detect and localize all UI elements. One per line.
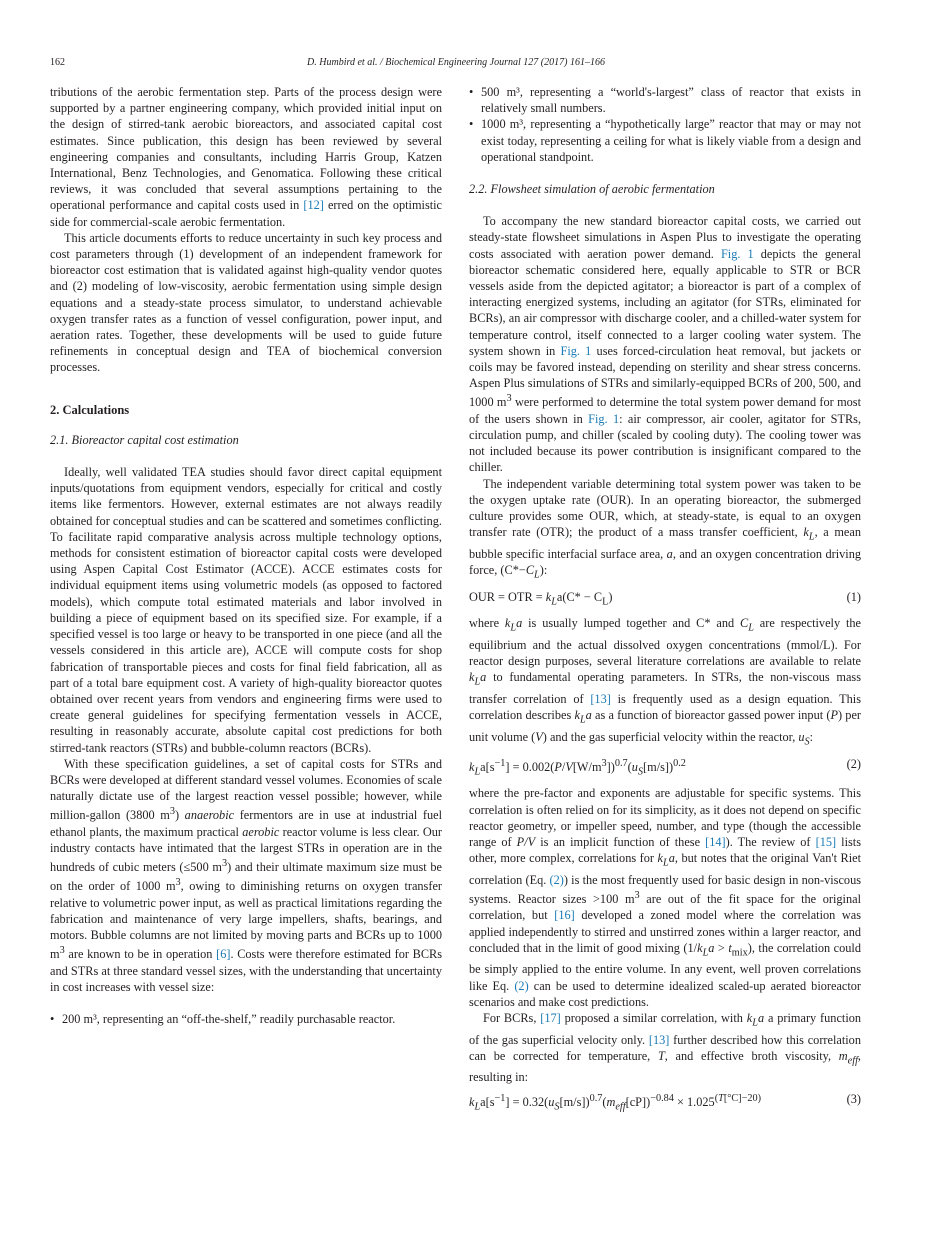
- citation-link[interactable]: [14]: [705, 834, 726, 849]
- equation-number: (1): [846, 589, 861, 604]
- paragraph: This article documents efforts to reduce uncertainty in such key process and cost parameters through (1) development of an independent framework for bioreactor cost estimation that is validated against high-quality vendor quotes and (2) modeling of low-viscosity, aerobic fermentation using simple design equations and a steady-state process simulator, to understand achievable oxygen transfer rates as a function of vessel configuration, power input, and aeration rates. Together, these developments will be used to guide future refinements in conceptual design and TEA of biochemical conversion processes.: [50, 230, 442, 375]
- citation-link[interactable]: [13]: [590, 692, 611, 707]
- equation-3: $k_La[s^{-1}] = 0.32(u_S[m/s])^{0.7}(m_{eff}[cP])^{-0.84} \times 1.025^{(T[^\circ C]-20)}$ (3): [469, 1091, 861, 1116]
- right-column: [469, 84, 861, 1120]
- paragraph: where the pre-factor and exponents are adjustable for specific systems. This correlation is often relied on for its simplicity, as it does not depend on specific reactor geometry, or impeller speed, number, and type (though the accessible range of P/V is an implicit function of these [14]). The review of [15] lists other, more complex, correlations for $k_La$, but notes that the original Van't Riet correlation (Eq. (2)) is the most frequently used for basic design in non-viscous systems. Reactor sizes >100 $m^3$ are out of the fit space for the original correlation, but [16] developed a zoned model where the correlation was applied independently to stirred and unstirred zones within a larger reactor, and concluded that in the limit of good mixing $(1/k_La > t_{mix})$, the correlation could be simply applied to the entire volume. In any event, well proven correlations like Eq. (2) can be used to determine idealized scaled-up aerated bioreactor scenarios and make cost predictions.: [469, 786, 862, 1009]
- equation-1: OUR = OTR = $k_La(C* - C_L)$ (1): [469, 589, 861, 611]
- paragraph: The independent variable determining total system power was taken to be the oxygen uptake rate (OUR). In an operating bioreactor, the submerged culture provides some OUR, which, at steady-state, is equal to an oxygen transfer rate (OTR); the product of a mass transfer coefficient, $k_L$, a mean bubble specific interfacial surface area, a, and an oxygen concentration driving force, $(C*-C_L)$:: [469, 476, 861, 581]
- figure-link[interactable]: Fig. 1: [560, 343, 592, 358]
- equation-link[interactable]: (2): [514, 978, 529, 993]
- section-heading: 2. Calculations: [50, 402, 130, 417]
- citation-link[interactable]: [12]: [303, 198, 324, 213]
- figure-link[interactable]: Fig. 1: [720, 246, 754, 261]
- list-item: • 200 m³, representing an “off-the-shelf,” readily purchasable reactor.: [50, 1011, 442, 1027]
- equation-number: (2): [846, 756, 861, 771]
- left-column: [50, 84, 442, 1027]
- page-number: 162: [50, 57, 65, 68]
- equation-number: (3): [846, 1091, 861, 1106]
- paragraph: Ideally, well validated TEA studies should favor direct capital equipment inputs/quotations from equipment vendors, especially for critical and costly items like fermentors. However, external estimates are not always readily obtained for conceptual studies and can be scattered and sometimes conflicting. To facilitate rapid comparative analysis across multiple technology options, methods for consistent estimation of bioreactor capital costs were developed using Aspen Capital Cost Estimator (ACCE). ACCE estimates costs for individual equipment items using volumetric models (as opposed to factored models), which compute total estimated materials and labor involved in building a piece of equipment based on its specified size. For example, if a specified vessel is too large or heavy to be transported in one piece (and all the vessels considered in this article are), ACCE will compute costs for shop fabrication of transportable pieces and costs for final field fabrication, all as part of a total bare equipment cost. A variety of high-quality bioreactor quotes obtained over recent years from vendors and engineering firms were used to create general guidelines for specifying fermentation vessels in ACCE, resulting in reasonably accurate, absolute capital cost predictions for both stirred-tank reactors (STRs) and bubble-column reactors (BCRs).: [50, 465, 442, 755]
- paragraph: For BCRs, [17] proposed a similar correlation, with $k_La$ a primary function of the gas superficial velocity only. [13] further described how this correlation can be corrected for temperature, T, and effective broth viscosity, $m_{eff}$, resulting in:: [469, 1010, 862, 1085]
- figure-link[interactable]: Fig. 1: [588, 411, 620, 426]
- paragraph: To accompany the new standard bioreactor capital costs, we carried out steady-state flowsheet simulations in Aspen Plus to investigate the operating costs associated with aeration power demand. Fig. 1 depicts the general bioreactor schematic considered here, equally applicable to STR or BCR vessels aside from the depicted agitator; a bioreactor is part of a complex of interacting energized systems, including an agitator (for STRs, eliminated for BCRs), an air compressor with discharge cooler, and a chilled-water system for temperature control, itself connected to a larger cooling water system. The system shown in Fig. 1 uses forced-circulation heat removal, but jackets or coils may be favored instead, depending on sterility and shear stress concerns. Aspen Plus simulations of STRs and similarly-equipped BCRs of 200, 500, and 1000 $m^3$ were performed to determine the total system power demand for most of the users shown in Fig. 1: air compressor, air cooler, agitator for STRs, circulation pump, and chiller (scaled by cooling duty). The cooling tower was not included because its power contribution is insignificant compared to the chiller.: [469, 214, 862, 475]
- list-item: • 1000 m³, representing a “hypothetically large” reactor that may or may not exist today, representing a ceiling for what is likely viable from a design and operational standpoint.: [469, 116, 861, 165]
- citation-link[interactable]: [17]: [540, 1010, 561, 1025]
- page-header: [50, 56, 862, 70]
- citation-link[interactable]: [6]: [216, 947, 231, 962]
- bullet-list: [50, 1011, 442, 1027]
- equation-2: $k_La[s^{-1}] = 0.002(P/V[W/m^3])^{0.7}(u_S[m/s])^{0.2}$ (2): [469, 756, 861, 781]
- paragraph: where $k_La$ is usually lumped together and C* and $C_L$ are respectively the equilibrium and the actual dissolved oxygen concentrations (mmol/L). For reactor design purposes, several literature correlations are available to relate $k_La$ to fundamental operating parameters. In STRs, the non-viscous mass transfer correlation of [13] is frequently used as a design equation. This correlation describes $k_La$ as a function of bioreactor gassed power input (P) per unit volume (V) and the gas superficial velocity within the reactor, $u_S$:: [469, 616, 862, 748]
- subsection-heading: 2.1. Bioreactor capital cost estimation: [50, 432, 239, 447]
- subsection-heading: 2.2. Flowsheet simulation of aerobic fermentation: [469, 182, 715, 197]
- citation-link[interactable]: [16]: [554, 908, 575, 923]
- paragraph: With these specification guidelines, a set of capital costs for STRs and BCRs were developed at different standard vessel volumes. Economies of scale naturally dictate use of the largest reaction vessel possible; however, while million-gallon (3800 $m^3$) anaerobic fermentors are in use at industrial fuel ethanol plants, the maximum practical aerobic reactor volume is less clear. Our industry contacts have intimated that the largest STRs in operation are in the hundreds of cubic meters (≤500 $m^3$) and their ultimate maximum size must be on the order of 1000 $m^3$, owing to diminishing returns on oxygen transfer relative to volumetric power input, as well as practical limitations regarding the fabrication and maintenance of very large impellers, shafts, bearings, and motors. Bubble columns are not limited by moving parts and BCRs up to 1000 $m^3$ are known to be in operation [6]. Costs were therefore estimated for BCRs and STRs at three standard vessel sizes, with the understanding that uncertainty in cost increases with vessel size:: [50, 756, 443, 994]
- citation-link[interactable]: [15]: [815, 834, 837, 849]
- citation-link[interactable]: [13]: [648, 1032, 670, 1047]
- paragraph: tributions of the aerobic fermentation step. Parts of the process design were supported by a partner engineering company, which provided initial input on the design of stirred-tank aerobic bioreactors, and associated capital cost estimates. Since publication, this design has been reviewed by several engineering companies and consultants, including Harris Group, Katzen International, Benz Technologies, and Genomatica. Following these critical reviews, it was concluded that several assumptions pertaining to the operational performance and capital costs used in [12] erred on the optimistic side for commercial-scale aerobic fermentation.: [50, 85, 443, 229]
- equation-link[interactable]: (2): [549, 872, 564, 887]
- running-head: D. Humbird et al. / Biochemical Engineering Journal 127 (2017) 161–166: [307, 57, 605, 68]
- bullet-list: [469, 84, 861, 165]
- list-item: • 500 m³, representing a “world's-largest” class of reactor that exists in relatively small numbers.: [469, 84, 861, 116]
